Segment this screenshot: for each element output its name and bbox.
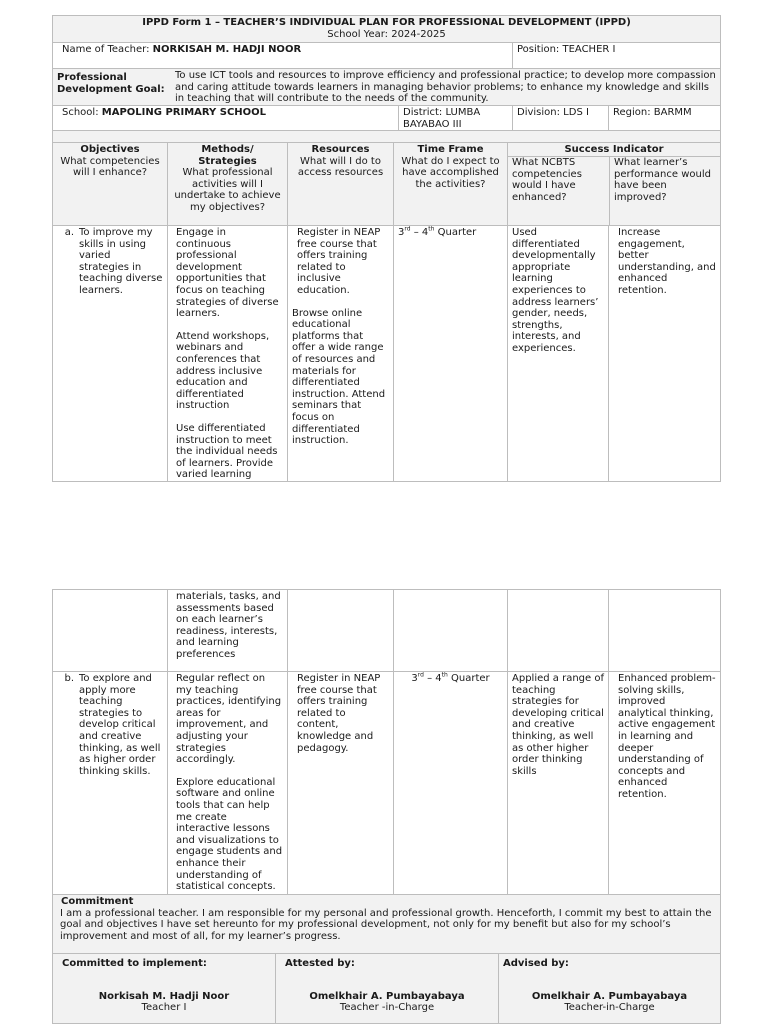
continued-methods-cell — [167, 590, 287, 671]
success-sub1-cell — [508, 156, 609, 204]
commitment-cell — [53, 895, 720, 953]
district-text: District: LUMBA BAYABAO III — [403, 107, 481, 130]
method-a-continued: materials, tasks, and assessments based on each learner’s readiness, interests, and learning preferences — [176, 591, 281, 660]
region-cell — [608, 106, 720, 130]
method-a-1: Engage in continuous professional development opportunities that focus on teaching strategies of diverse learners. — [176, 227, 279, 320]
learner-b: Enhanced problem-solving skills, improved analytical thinking, active engagement in learning and deeper understanding of concepts and enhanced retention. — [618, 673, 716, 800]
school-cell — [53, 106, 398, 130]
success-title: Success Indicator — [508, 143, 720, 157]
resource-b-1: Register in NEAP free course that offers training related to content, knowledge and pedagogy. — [297, 673, 381, 754]
timeframe-sub: What do I expect to have accomplished the activities? — [401, 155, 500, 190]
goal-text: To use ICT tools and resources to improve efficiency and professional practice; to develop more compassion and caring attitude towards learners in managing behavior problems; to enhance my knowledge and skills in teaching that will contribute to the needs of the community. — [175, 70, 716, 105]
objective-cell-a — [53, 226, 167, 481]
learner-cell-b — [608, 672, 720, 894]
resource-a-2: Browse online educational platforms that offer a wide range of resources and materials for differentiated instruction. Attend seminars that focus on differentiated instruction. — [292, 307, 386, 447]
signature-name-committed: Norkisah M. Hadji Noor — [98, 990, 230, 1002]
objective-b — [57, 673, 163, 777]
signature-label-attested: Attested by: — [285, 958, 355, 969]
methods-sub: What professional activities will I undertake to achieve my objectives? — [174, 167, 281, 213]
column-header-row — [53, 142, 720, 225]
ncbts-a: Used differentiated developmentally appropriate learning experiences to address learners’ gender, needs, strengths, interests, and experiences. — [512, 227, 599, 354]
timeframe-a: 3rd – 4th Quarter — [398, 226, 477, 238]
goal-label: Professional Development Goal: — [57, 72, 165, 95]
ncbts-cell-b — [507, 672, 608, 894]
division-cell — [512, 106, 608, 130]
ippd-table-page2 — [52, 589, 721, 1024]
goal-label-cell — [53, 69, 171, 105]
resources-cell-a — [287, 226, 393, 481]
form-title: IPPD Form 1 – TEACHER’S INDIVIDUAL PLAN FOR PROFESSIONAL DEVELOPMENT (IPPD) — [142, 17, 631, 28]
continued-learner-cell — [608, 590, 720, 671]
resources-header — [287, 143, 393, 225]
objective-cell-b — [53, 672, 167, 894]
objective-row-a — [53, 225, 720, 482]
timeframe-title: Time Frame — [417, 144, 484, 155]
method-a-3: Use differentiated instruction to meet the individual needs of learners. Provide varied learning — [176, 422, 278, 481]
continued-ncbts-cell — [507, 590, 608, 671]
methods-header — [167, 143, 287, 225]
timeframe-cell-b — [393, 672, 507, 894]
signature-role-advised: Teacher-in-Charge — [564, 1002, 655, 1014]
form-header-row — [53, 15, 720, 42]
objective-a — [57, 227, 163, 297]
resources-title: Resources — [311, 144, 370, 155]
resources-cell-b — [287, 672, 393, 894]
objective-a-text: To improve my skills in using varied strategies in teaching diverse learners. — [79, 227, 163, 296]
objectives-header — [53, 143, 167, 225]
objectives-title: Objectives — [80, 144, 140, 155]
commitment-text: I am a professional teacher. I am responsible for my personal and professional growth. Henceforth, I commit my best to attain the goal and objectives I have set hereunto for my professional development, not only for my benefit but also for my school’s improvement and most of all, for my learner’s progress. — [60, 907, 712, 942]
ncbts-b: Applied a range of teaching strategies for developing critical and creative thinking, as well as other higher order thinking skills — [512, 673, 604, 777]
goal-text-cell — [171, 69, 720, 105]
objective-row-b — [53, 671, 720, 894]
success-sub2: What learner’s performance would have been improved? — [614, 157, 711, 203]
goal-row — [53, 68, 720, 105]
teacher-row — [53, 42, 720, 68]
signature-name-advised: Omelkhair A. Pumbayabaya — [531, 990, 688, 1002]
signature-row — [53, 953, 720, 1024]
objective-a-letter: a. — [64, 227, 74, 238]
region-text: Region: BARMM — [613, 107, 692, 118]
district-cell — [398, 106, 512, 130]
timeframe-cell-a — [393, 226, 507, 481]
continued-row-a — [53, 589, 720, 671]
methods-title: Methods/ Strategies — [198, 144, 257, 167]
timeframe-header — [393, 143, 507, 225]
division-text: Division: LDS I — [517, 107, 589, 118]
objectives-sub: What competencies will I enhance? — [60, 155, 160, 179]
spacer-row — [53, 130, 720, 142]
objective-b-text: To explore and apply more teaching strategies to develop critical and creative thinking, as well as higher order thinking skills. — [79, 673, 161, 777]
signature-label-advised: Advised by: — [503, 958, 569, 969]
continued-objective-cell — [53, 590, 167, 671]
methods-cell-a — [167, 226, 287, 481]
objective-b-letter: b. — [64, 673, 74, 684]
method-b-2: Explore educational software and online tools that can help me create interactive lessons and visualizations to engage students and enhance their understanding of statistical concepts. — [176, 776, 283, 893]
signature-cell-attested — [275, 954, 498, 1023]
signature-role-committed: Teacher I — [141, 1002, 187, 1014]
learner-cell-a — [608, 226, 720, 481]
resources-sub: What will I do to access resources — [297, 155, 384, 179]
signature-name-attested: Omelkhair A. Pumbayabaya — [309, 990, 465, 1002]
signature-cell-committed — [53, 954, 275, 1023]
learner-a: Increase engagement, better understanding, and enhanced retention. — [618, 227, 716, 296]
position-text: Position: TEACHER I — [517, 44, 616, 55]
resource-a-1: Register in NEAP free course that offers training related to inclusive education. — [297, 227, 381, 296]
continued-timeframe-cell — [393, 590, 507, 671]
school-value: MAPOLING PRIMARY SCHOOL — [101, 107, 267, 118]
school-label: School: — [62, 107, 99, 118]
school-year: School Year: 2024-2025 — [327, 28, 446, 40]
timeframe-b: 3rd – 4th Quarter — [411, 672, 490, 684]
teacher-name-label: Name of Teacher: — [62, 44, 150, 55]
teacher-name-cell — [53, 43, 512, 68]
success-sub2-cell — [609, 156, 720, 225]
ncbts-cell-a — [507, 226, 608, 481]
success-header — [507, 143, 720, 225]
form-header — [53, 16, 720, 42]
method-a-2: Attend workshops, webinars and conferences that address inclusive education and differentiated instruction — [176, 330, 270, 412]
continued-resources-cell — [287, 590, 393, 671]
school-row — [53, 105, 720, 130]
commitment-title: Commitment — [61, 896, 134, 907]
success-sub1: What NCBTS competencies would I have enhanced? — [512, 157, 582, 203]
methods-cell-b — [167, 672, 287, 894]
commitment-row — [53, 894, 720, 953]
method-b-1: Regular reflect on my teaching practices, identifying areas for improvement, and adjusting your strategies accordingly. — [176, 673, 282, 766]
signature-role-attested: Teacher -in-Charge — [339, 1002, 435, 1014]
signature-label-committed: Committed to implement: — [62, 958, 207, 969]
signature-cell-advised — [498, 954, 720, 1023]
ippd-table-page1 — [52, 15, 721, 482]
teacher-name-value: NORKISAH M. HADJI NOOR — [152, 44, 302, 55]
position-cell — [512, 43, 720, 68]
